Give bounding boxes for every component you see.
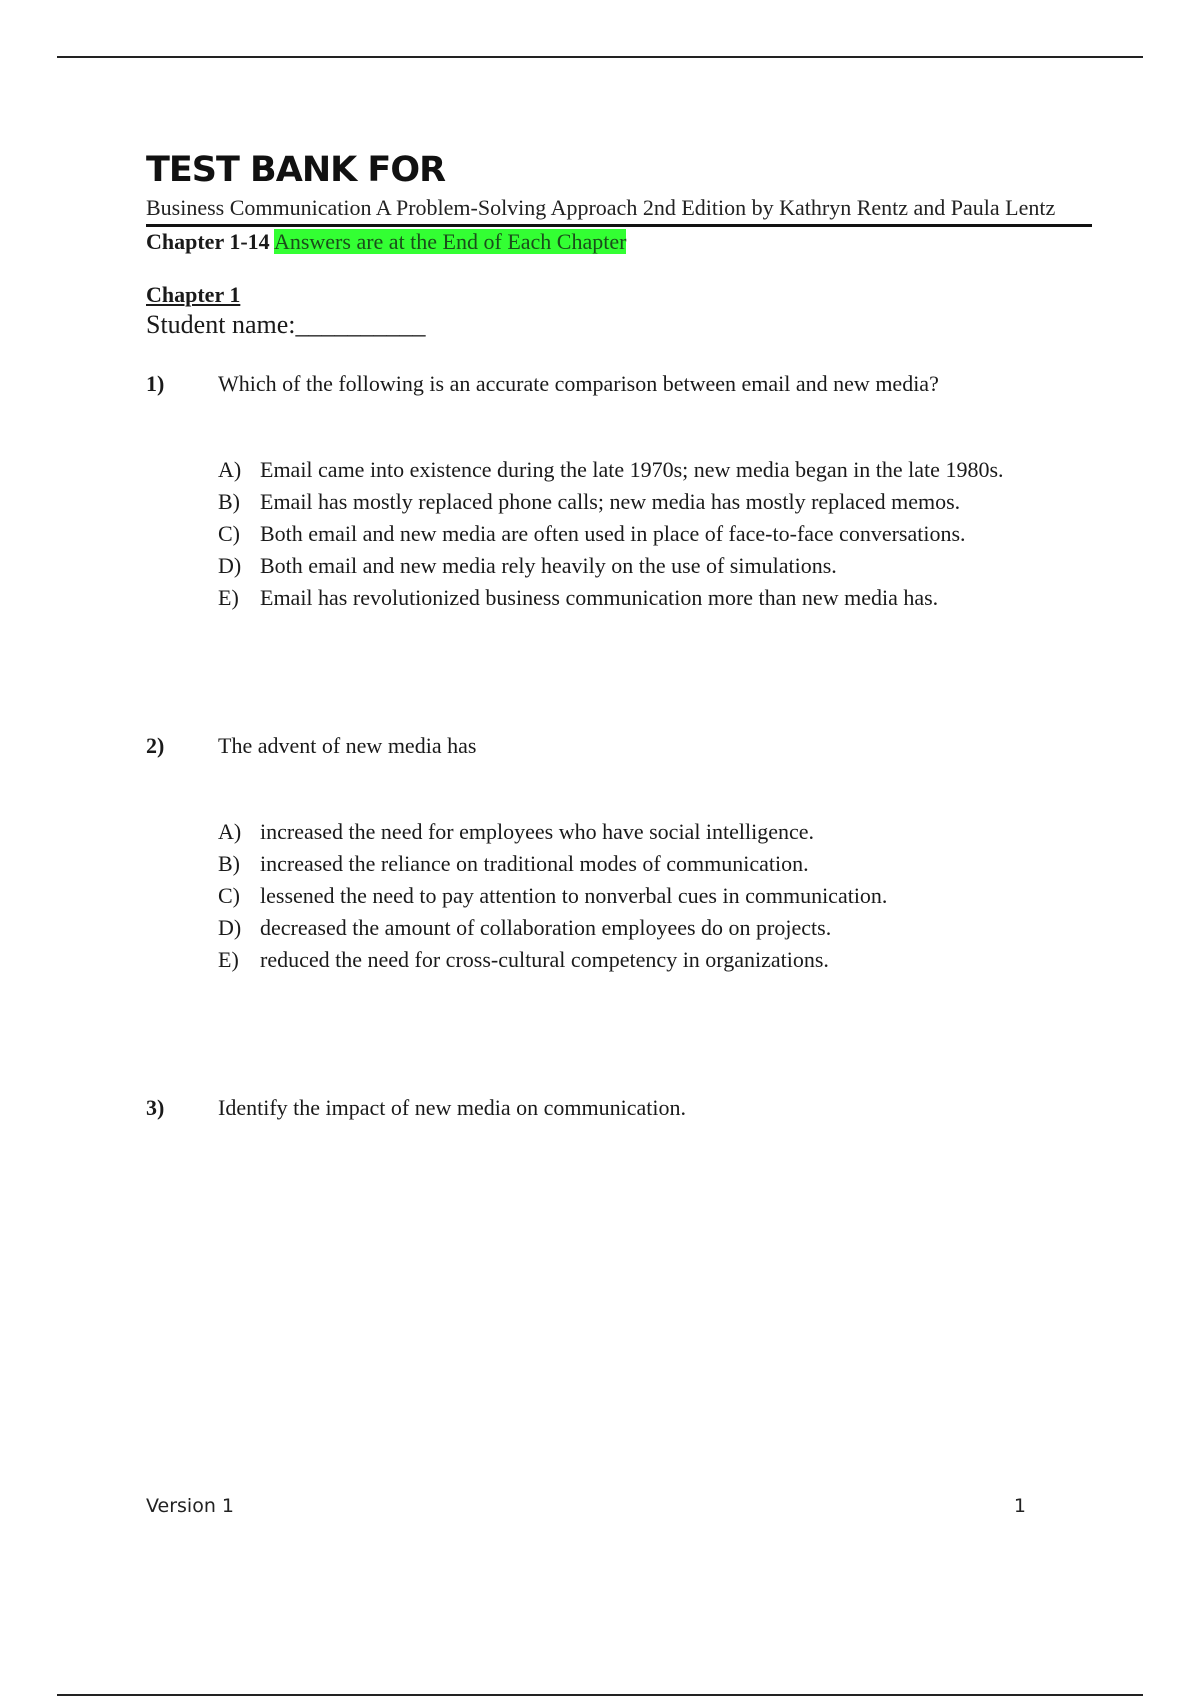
option-text: Email has mostly replaced phone calls; new media has mostly replaced memos. xyxy=(260,489,961,514)
question-number: 1) xyxy=(146,371,165,396)
student-name-label: Student name:__________ xyxy=(146,310,426,339)
option-text: lessened the need to pay attention to nonverbal cues in communication. xyxy=(260,883,888,908)
option-e xyxy=(218,582,1092,614)
page-number: 1 xyxy=(1013,1495,1026,1517)
option-b xyxy=(218,848,1092,880)
question-text: Identify the impact of new media on communication. xyxy=(218,1095,686,1120)
top-rule xyxy=(57,56,1143,58)
option-d xyxy=(218,550,1092,582)
option-text: Both email and new media are often used in place of face-to-face conversations. xyxy=(260,521,966,546)
question-2 xyxy=(146,732,1092,976)
option-list xyxy=(218,454,1092,614)
bottom-rule xyxy=(57,1694,1143,1696)
chapter-range-line xyxy=(146,224,1092,256)
question-1 xyxy=(146,370,1092,614)
option-a xyxy=(218,816,1092,848)
option-text: reduced the need for cross-cultural competency in organizations. xyxy=(260,947,829,972)
option-letter: D) xyxy=(218,553,242,578)
option-letter: D) xyxy=(218,915,242,940)
question-text: Which of the following is an accurate comparison between email and new media? xyxy=(218,371,939,396)
chapter-heading: Chapter 1 xyxy=(146,282,241,307)
answers-note: Answers are at the End of Each Chapter xyxy=(273,229,627,254)
option-text: Both email and new media rely heavily on the use of simulations. xyxy=(260,553,837,578)
option-letter: C) xyxy=(218,883,240,908)
option-d xyxy=(218,912,1092,944)
option-c xyxy=(218,880,1092,912)
option-text: decreased the amount of collaboration employees do on projects. xyxy=(260,915,832,940)
option-letter: E) xyxy=(218,585,239,610)
option-text: Email has revolutionized business communication more than new media has. xyxy=(260,585,939,610)
chapter-range: Chapter 1-14 xyxy=(146,229,270,254)
question-number: 2) xyxy=(146,733,165,758)
option-letter: E) xyxy=(218,947,239,972)
option-text: increased the reliance on traditional modes of communication. xyxy=(260,851,809,876)
version-label: Version 1 xyxy=(146,1495,234,1517)
option-e xyxy=(218,944,1092,976)
option-c xyxy=(218,518,1092,550)
option-text: increased the need for employees who have social intelligence. xyxy=(260,819,815,844)
page-footer xyxy=(146,1494,1026,1518)
option-letter: A) xyxy=(218,819,242,844)
option-letter: B) xyxy=(218,489,240,514)
option-letter: B) xyxy=(218,851,240,876)
option-text: Email came into existence during the late 1970s; new media began in the late 1980s. xyxy=(260,457,1004,482)
document-page xyxy=(146,150,1092,1122)
question-3 xyxy=(146,1094,1092,1122)
document-subtitle: Business Communication A Problem-Solving Approach 2nd Edition by Kathryn Rentz and Paula Lentz xyxy=(146,195,1056,220)
question-text: The advent of new media has xyxy=(218,733,477,758)
option-list xyxy=(218,816,1092,976)
option-b xyxy=(218,486,1092,518)
option-a xyxy=(218,454,1092,486)
question-number: 3) xyxy=(146,1095,165,1120)
option-letter: C) xyxy=(218,521,240,546)
option-letter: A) xyxy=(218,457,242,482)
document-title: TEST BANK FOR xyxy=(146,150,446,190)
